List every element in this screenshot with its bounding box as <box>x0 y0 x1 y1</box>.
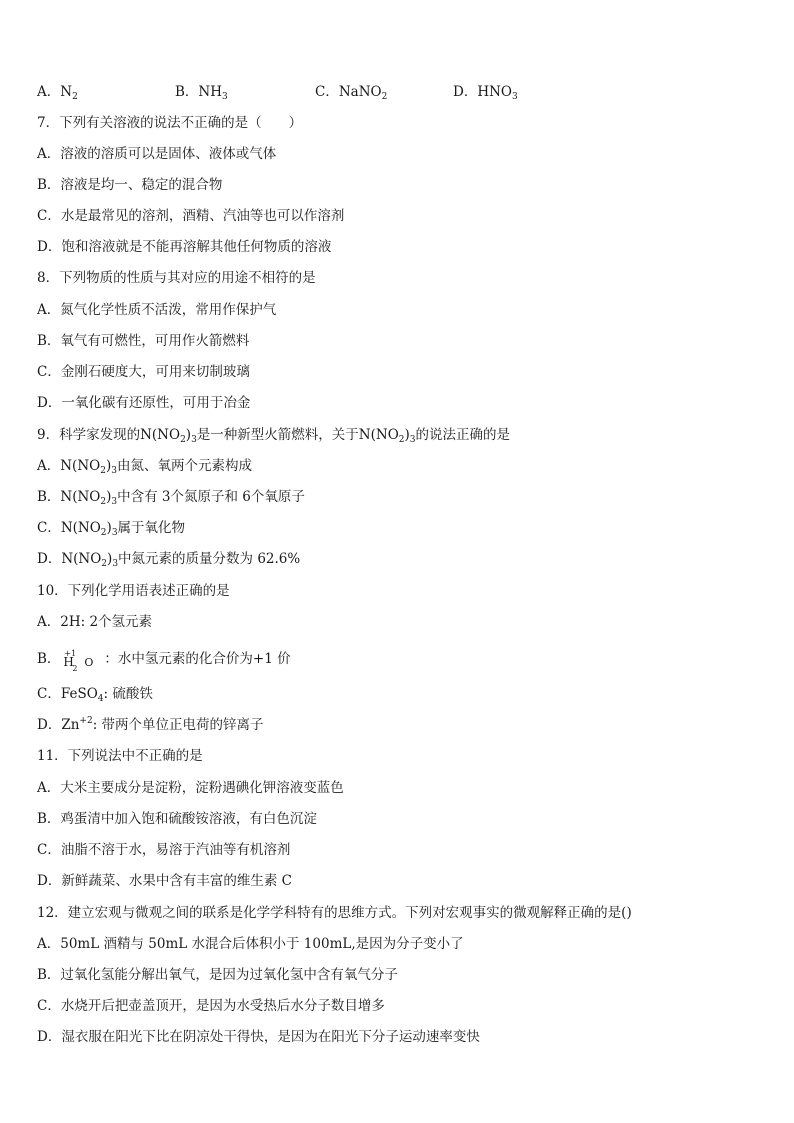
q7-option-b: B．溶液是均一、稳定的混合物 <box>37 177 223 193</box>
q10-option-d: D．$Zn^{+2}$: 带两个单位正电荷的锌离子 <box>37 716 264 733</box>
q6-option-a: A．$N_2$ <box>37 84 78 102</box>
q9-stem: 9．科学家发现的$N(NO_2)_3$是一种新型火箭燃料，关于$N(NO_2)_3$的说法正确的是 <box>37 427 511 445</box>
q6-option-c: C．NaNO$_2$ <box>315 84 388 102</box>
q10-option-a: A．2H: 2个氢元素 <box>37 614 153 630</box>
q10-option-c: C．FeSO$_4$: 硫酸铁 <box>37 686 153 704</box>
q6-option-b: B．$NH_3$ <box>175 84 228 102</box>
q9-option-d: D．$N(NO_2)_3$中氮元素的质量分数为 62.6% <box>37 551 301 569</box>
q10-option-b: B． +1 H 2 O ：水中氢元素的化合价为+1 价 <box>37 648 291 673</box>
q9-option-b: B．$N(NO_2)_3$中含有 3个氮原子和 6个氧原子 <box>37 489 305 507</box>
q12-option-d: D．湿衣服在阳光下比在阴凉处干得快，是因为在阳光下分子运动速率变快 <box>37 1029 480 1045</box>
q7-option-c: C．水是最常见的溶剂，酒精、汽油等也可以作溶剂 <box>37 208 345 224</box>
q8-option-b: B．氧气有可燃性，可用作火箭燃料 <box>37 333 250 349</box>
q8-stem: 8．下列物质的性质与其对应的用途不相符的是 <box>37 270 316 286</box>
q11-option-c: C．油脂不溶于水，易溶于汽油等有机溶剂 <box>37 842 291 858</box>
q7-option-d: D．饱和溶液就是不能再溶解其他任何物质的溶液 <box>37 239 332 255</box>
q12-option-c: C．水烧开后把壶盖顶开，是因为水受热后水分子数目增多 <box>37 998 385 1014</box>
q10-stem: 10．下列化学用语表述正确的是 <box>37 583 230 599</box>
q11-stem: 11．下列说法中不正确的是 <box>37 748 203 764</box>
q8-option-d: D．一氧化碳有还原性，可用于冶金 <box>37 395 251 411</box>
q12-option-a: A．50mL 酒精与 50mL 水混合后体积小于 100mL,是因为分子变小了 <box>37 936 464 952</box>
q11-option-b: B．鸡蛋清中加入饱和硫酸铵溶液，有白色沉淀 <box>37 811 317 827</box>
q12-option-b: B．过氧化氢能分解出氧气，是因为过氧化氢中含有氧气分子 <box>37 967 398 983</box>
q8-option-c: C．金刚石硬度大，可用来切制玻璃 <box>37 364 250 380</box>
valence-formula: +1 H 2 O <box>63 648 94 673</box>
q8-option-a: A．氮气化学性质不活泼，常用作保护气 <box>37 302 277 318</box>
q11-option-a: A．大米主要成分是淀粉，淀粉遇碘化钾溶液变蓝色 <box>37 780 344 796</box>
q9-option-c: C．$N(NO_2)_3$属于氧化物 <box>37 520 186 538</box>
q12-stem: 12．建立宏观与微观之间的联系是化学学科特有的思维方式。下列对宏观事实的微观解释正确的是() <box>37 905 632 921</box>
q7-stem: 7．下列有关溶液的说法不正确的是（ ） <box>37 115 303 131</box>
q7-option-a: A．溶液的溶质可以是固体、液体或气体 <box>37 146 277 162</box>
q6-option-d: D．$HNO_3$ <box>453 84 518 102</box>
q9-option-a: A．$N(NO_2)_3$由氮、氧两个元素构成 <box>37 458 252 476</box>
q11-option-d: D．新鲜蔬菜、水果中含有丰富的维生素 C <box>37 873 292 889</box>
